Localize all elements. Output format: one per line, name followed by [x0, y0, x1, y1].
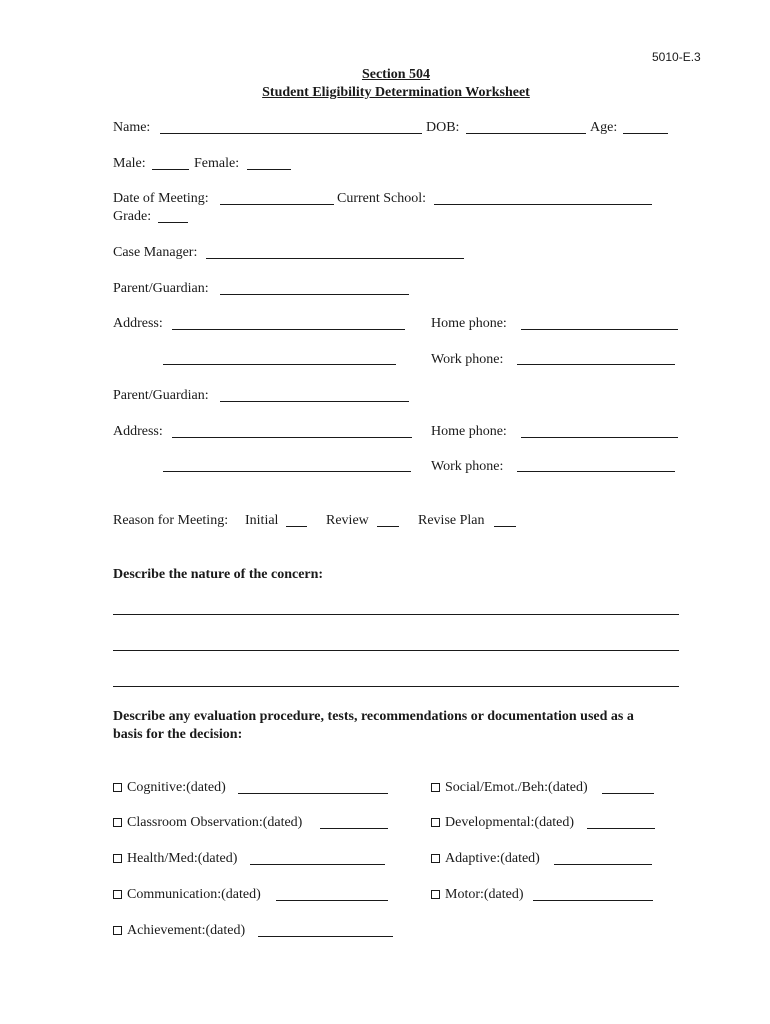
form-code: 5010-E.3: [652, 50, 701, 64]
name-field[interactable]: [160, 133, 422, 134]
checkbox-health-med[interactable]: Health/Med:(dated): [113, 851, 237, 867]
checkbox-communication[interactable]: Communication:(dated): [113, 887, 261, 903]
checkbox-icon[interactable]: [113, 783, 122, 792]
health-med-date-field[interactable]: [250, 864, 385, 865]
dob-field[interactable]: [466, 133, 586, 134]
home-phone-2-field[interactable]: [521, 437, 678, 438]
current-school-label: Current School:: [337, 191, 427, 206]
address-1-label: Address:: [113, 316, 163, 331]
checkbox-cognitive[interactable]: Cognitive:(dated): [113, 780, 226, 796]
work-phone-2-label: Work phone:: [431, 459, 504, 474]
dob-label: DOB:: [426, 120, 460, 135]
concern-heading: Describe the nature of the concern:: [113, 567, 324, 582]
concern-line-1[interactable]: [113, 614, 679, 615]
male-label: Male:: [113, 156, 146, 171]
achievement-date-field[interactable]: [258, 936, 393, 937]
concern-line-2[interactable]: [113, 650, 679, 651]
parent-guardian-1-label: Parent/Guardian:: [113, 281, 209, 296]
date-of-meeting-label: Date of Meeting:: [113, 191, 209, 206]
age-field[interactable]: [623, 133, 668, 134]
reason-review-field[interactable]: [377, 526, 399, 527]
checkbox-social-emot-beh[interactable]: Social/Emot./Beh:(dated): [431, 780, 588, 796]
checkbox-icon[interactable]: [431, 783, 440, 792]
checkbox-icon[interactable]: [113, 818, 122, 827]
page-subtitle: Student Eligibility Determination Worksheet: [262, 85, 530, 100]
adaptive-date-field[interactable]: [554, 864, 652, 865]
checkbox-adaptive[interactable]: Adaptive:(dated): [431, 851, 540, 867]
address-2-label: Address:: [113, 424, 163, 439]
home-phone-1-field[interactable]: [521, 329, 678, 330]
work-phone-1-label: Work phone:: [431, 352, 504, 367]
reason-revise-label: Revise Plan: [418, 513, 485, 528]
current-school-field[interactable]: [434, 204, 652, 205]
name-label: Name:: [113, 120, 151, 135]
checkbox-classroom-observation[interactable]: Classroom Observation:(dated): [113, 815, 302, 831]
reason-review-label: Review: [326, 513, 369, 528]
grade-field[interactable]: [158, 222, 188, 223]
home-phone-2-label: Home phone:: [431, 424, 507, 439]
date-of-meeting-field[interactable]: [220, 204, 334, 205]
address-1-field[interactable]: [172, 329, 405, 330]
home-phone-1-label: Home phone:: [431, 316, 507, 331]
parent-guardian-2-label: Parent/Guardian:: [113, 388, 209, 403]
address-1-line-2-field[interactable]: [163, 364, 396, 365]
parent-guardian-1-field[interactable]: [220, 294, 409, 295]
evaluation-heading-line-1: Describe any evaluation procedure, tests, recommendations or documentation used as a: [113, 709, 634, 724]
checkbox-icon[interactable]: [113, 890, 122, 899]
checkbox-icon[interactable]: [113, 854, 122, 863]
checkbox-developmental[interactable]: Developmental:(dated): [431, 815, 574, 831]
classroom-observation-date-field[interactable]: [320, 828, 388, 829]
work-phone-2-field[interactable]: [517, 471, 675, 472]
female-field[interactable]: [247, 169, 291, 170]
grade-label: Grade:: [113, 209, 152, 224]
address-2-line-2-field[interactable]: [163, 471, 411, 472]
parent-guardian-2-field[interactable]: [220, 401, 409, 402]
motor-date-field[interactable]: [533, 900, 653, 901]
checkbox-icon[interactable]: [431, 854, 440, 863]
reason-initial-field[interactable]: [286, 526, 307, 527]
checkbox-icon[interactable]: [113, 926, 122, 935]
checkbox-icon[interactable]: [431, 890, 440, 899]
age-label: Age:: [590, 120, 618, 135]
case-manager-field[interactable]: [206, 258, 464, 259]
communication-date-field[interactable]: [276, 900, 388, 901]
reason-label: Reason for Meeting:: [113, 513, 229, 528]
female-label: Female:: [194, 156, 240, 171]
case-manager-label: Case Manager:: [113, 245, 198, 260]
page-title: Section 504: [361, 67, 431, 82]
checkbox-motor[interactable]: Motor:(dated): [431, 887, 524, 903]
male-field[interactable]: [152, 169, 189, 170]
work-phone-1-field[interactable]: [517, 364, 675, 365]
evaluation-heading-line-2: basis for the decision:: [113, 727, 243, 742]
address-2-field[interactable]: [172, 437, 412, 438]
checkbox-icon[interactable]: [431, 818, 440, 827]
developmental-date-field[interactable]: [587, 828, 655, 829]
reason-revise-field[interactable]: [494, 526, 516, 527]
checkbox-achievement[interactable]: Achievement:(dated): [113, 923, 245, 939]
cognitive-date-field[interactable]: [238, 793, 388, 794]
reason-initial-label: Initial: [245, 513, 279, 528]
concern-line-3[interactable]: [113, 686, 679, 687]
social-emot-beh-date-field[interactable]: [602, 793, 654, 794]
